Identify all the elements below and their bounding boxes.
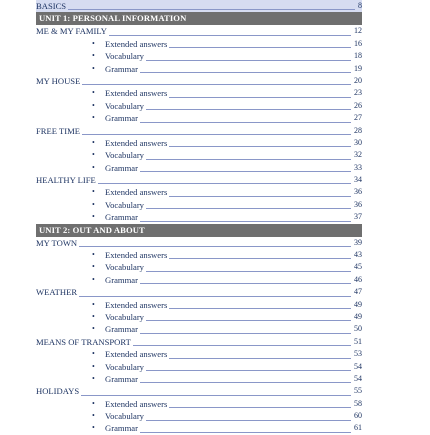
unit-header (36, 12, 362, 25)
toc-section-entry[interactable] (36, 125, 362, 137)
leader-line (146, 370, 351, 371)
bullet-icon: • (92, 299, 95, 309)
toc-entry-label: UNIT 2: OUT AND ABOUT (39, 224, 145, 235)
toc-subentry[interactable] (36, 38, 362, 50)
toc-page-number: 45 (354, 262, 362, 272)
leader-line (146, 60, 351, 61)
bullet-icon: • (92, 187, 95, 197)
toc-page-number: 53 (354, 349, 362, 359)
toc-entry-label: ME & MY FAMILY (36, 26, 107, 37)
toc-subentry[interactable] (36, 112, 362, 124)
leader-line (169, 196, 351, 197)
leader-line (79, 246, 351, 247)
toc-page-number: 30 (354, 137, 362, 147)
toc-section-entry[interactable] (36, 25, 362, 37)
toc-page-number: 26 (354, 100, 362, 110)
toc-subentry[interactable] (36, 361, 362, 373)
toc-entry-label: Vocabulary (105, 100, 144, 111)
toc-entry-label: Grammar (105, 212, 138, 223)
toc-subentry[interactable] (36, 274, 362, 286)
leader-line (82, 134, 351, 135)
toc-entry-label: Grammar (105, 373, 138, 384)
toc-subentry[interactable] (36, 299, 362, 311)
toc-subentry[interactable] (36, 100, 362, 112)
toc-section-entry[interactable] (36, 385, 362, 397)
bullet-icon: • (92, 150, 95, 160)
bullet-icon: • (92, 349, 95, 359)
leader-line (81, 395, 351, 396)
bullet-icon: • (92, 199, 95, 209)
toc-entry-label: BASICS (36, 0, 67, 11)
toc-entry-label: Grammar (105, 274, 138, 285)
toc-page-number: 50 (354, 324, 362, 334)
toc-entry-label: Vocabulary (105, 51, 144, 62)
toc-page-number: 49 (354, 311, 362, 321)
toc-page-number: 27 (354, 113, 362, 123)
toc-page-number: 55 (354, 386, 362, 396)
toc-page-number: 18 (354, 51, 362, 61)
toc-subentry[interactable] (36, 199, 362, 211)
toc-page-number: 34 (354, 175, 362, 185)
toc-page-number: 36 (354, 187, 362, 197)
bullet-icon: • (92, 398, 95, 408)
toc-subentry[interactable] (36, 211, 362, 223)
table-of-contents (36, 0, 362, 435)
toc-subentry[interactable] (36, 423, 362, 435)
toc-section-entry[interactable] (36, 174, 362, 186)
toc-entry-label: Extended answers (105, 398, 168, 409)
leader-line (109, 35, 351, 36)
toc-subentry[interactable] (36, 162, 362, 174)
bullet-icon: • (92, 38, 95, 48)
bullet-icon: • (92, 274, 95, 284)
toc-subentry[interactable] (36, 261, 362, 273)
toc-entry-label: Extended answers (105, 38, 168, 49)
bullet-icon: • (92, 262, 95, 272)
toc-page-number: 54 (354, 361, 362, 371)
toc-page-number: 23 (354, 88, 362, 98)
leader-line (140, 122, 351, 123)
bullet-icon: • (92, 100, 95, 110)
toc-page-number: 37 (354, 212, 362, 222)
toc-page-number: 39 (354, 237, 362, 247)
leader-line (146, 320, 351, 321)
bullet-icon: • (92, 51, 95, 61)
leader-line (169, 146, 351, 147)
toc-entry-label: Grammar (105, 324, 138, 335)
leader-line (169, 47, 351, 48)
toc-entry-label: Vocabulary (105, 361, 144, 372)
toc-page-number: 12 (354, 26, 362, 36)
leader-line (140, 283, 351, 284)
toc-entry-label: UNIT 1: PERSONAL INFORMATION (39, 13, 187, 24)
toc-entry-label: HOLIDAYS (36, 386, 80, 397)
leader-line (140, 171, 351, 172)
toc-page-number: 60 (354, 411, 362, 421)
toc-entry-label: Vocabulary (105, 311, 144, 322)
leader-line (146, 208, 351, 209)
toc-subentry[interactable] (36, 137, 362, 149)
toc-page-number: 49 (354, 299, 362, 309)
toc-page-number: 43 (354, 250, 362, 260)
bullet-icon: • (92, 411, 95, 421)
leader-line (169, 308, 351, 309)
leader-line (169, 407, 351, 408)
toc-subentry[interactable] (36, 348, 362, 360)
toc-subentry[interactable] (36, 50, 362, 62)
toc-entry-label: Extended answers (105, 137, 168, 148)
leader-line (82, 84, 351, 85)
toc-page-number: 19 (354, 63, 362, 73)
toc-page-number: 46 (354, 274, 362, 284)
bullet-icon: • (92, 212, 95, 222)
toc-section-entry[interactable] (36, 336, 362, 348)
toc-subentry[interactable] (36, 149, 362, 161)
toc-entry-label: MY HOUSE (36, 75, 81, 86)
toc-entry-label: WEATHER (36, 287, 78, 298)
toc-page-number: 36 (354, 199, 362, 209)
leader-line (79, 296, 351, 297)
toc-entry-label: Grammar (105, 423, 138, 434)
leader-line (146, 271, 351, 272)
leader-line (140, 432, 351, 433)
leader-line (133, 345, 351, 346)
bullet-icon: • (92, 162, 95, 172)
toc-subentry[interactable] (36, 87, 362, 99)
toc-page-number: 51 (354, 336, 362, 346)
toc-entry-label: Vocabulary (105, 199, 144, 210)
toc-basics-entry[interactable] (36, 0, 362, 12)
toc-page-number: 8 (358, 0, 362, 10)
leader-line (146, 159, 351, 160)
toc-entry-label: Extended answers (105, 250, 168, 261)
toc-entry-label: Grammar (105, 113, 138, 124)
toc-entry-label: HEALTHY LIFE (36, 175, 96, 186)
toc-page-number: 28 (354, 125, 362, 135)
unit-header (36, 224, 362, 237)
toc-section-entry[interactable] (36, 237, 362, 249)
toc-entry-label: Vocabulary (105, 411, 144, 422)
leader-line (140, 72, 351, 73)
toc-subentry[interactable] (36, 63, 362, 75)
toc-entry-label: Extended answers (105, 187, 168, 198)
bullet-icon: • (92, 113, 95, 123)
bullet-icon: • (92, 311, 95, 321)
leader-line (146, 109, 351, 110)
toc-entry-label: Extended answers (105, 299, 168, 310)
toc-entry-label: MY TOWN (36, 237, 78, 248)
toc-subentry[interactable] (36, 398, 362, 410)
leader-line (68, 9, 355, 10)
toc-subentry[interactable] (36, 311, 362, 323)
toc-section-entry[interactable] (36, 75, 362, 87)
toc-entry-label: Extended answers (105, 349, 168, 360)
toc-subentry[interactable] (36, 186, 362, 198)
leader-line (140, 333, 351, 334)
toc-page-number: 54 (354, 373, 362, 383)
toc-page-number: 32 (354, 150, 362, 160)
toc-section-entry[interactable] (36, 286, 362, 298)
leader-line (98, 183, 351, 184)
toc-page-number: 16 (354, 38, 362, 48)
leader-line (140, 221, 351, 222)
toc-entry-label: Vocabulary (105, 150, 144, 161)
toc-page-number: 58 (354, 398, 362, 408)
toc-subentry[interactable] (36, 410, 362, 422)
toc-entry-label: Grammar (105, 162, 138, 173)
toc-subentry[interactable] (36, 249, 362, 261)
bullet-icon: • (92, 361, 95, 371)
toc-page-number: 61 (354, 423, 362, 433)
toc-subentry[interactable] (36, 373, 362, 385)
leader-line (169, 258, 351, 259)
leader-line (140, 382, 351, 383)
bullet-icon: • (92, 88, 95, 98)
bullet-icon: • (92, 373, 95, 383)
bullet-icon: • (92, 423, 95, 433)
bullet-icon: • (92, 137, 95, 147)
toc-entry-label: FREE TIME (36, 125, 81, 136)
toc-page-number: 20 (354, 75, 362, 85)
leader-line (146, 420, 351, 421)
toc-page-number: 33 (354, 162, 362, 172)
bullet-icon: • (92, 250, 95, 260)
bullet-icon: • (92, 324, 95, 334)
bullet-icon: • (92, 63, 95, 73)
toc-subentry[interactable] (36, 323, 362, 335)
toc-entry-label: Grammar (105, 63, 138, 74)
leader-line (169, 97, 351, 98)
toc-entry-label: Vocabulary (105, 262, 144, 273)
toc-entry-label: MEANS OF TRANSPORT (36, 336, 131, 347)
leader-line (169, 358, 351, 359)
toc-page-number: 47 (354, 287, 362, 297)
toc-entry-label: Extended answers (105, 88, 168, 99)
